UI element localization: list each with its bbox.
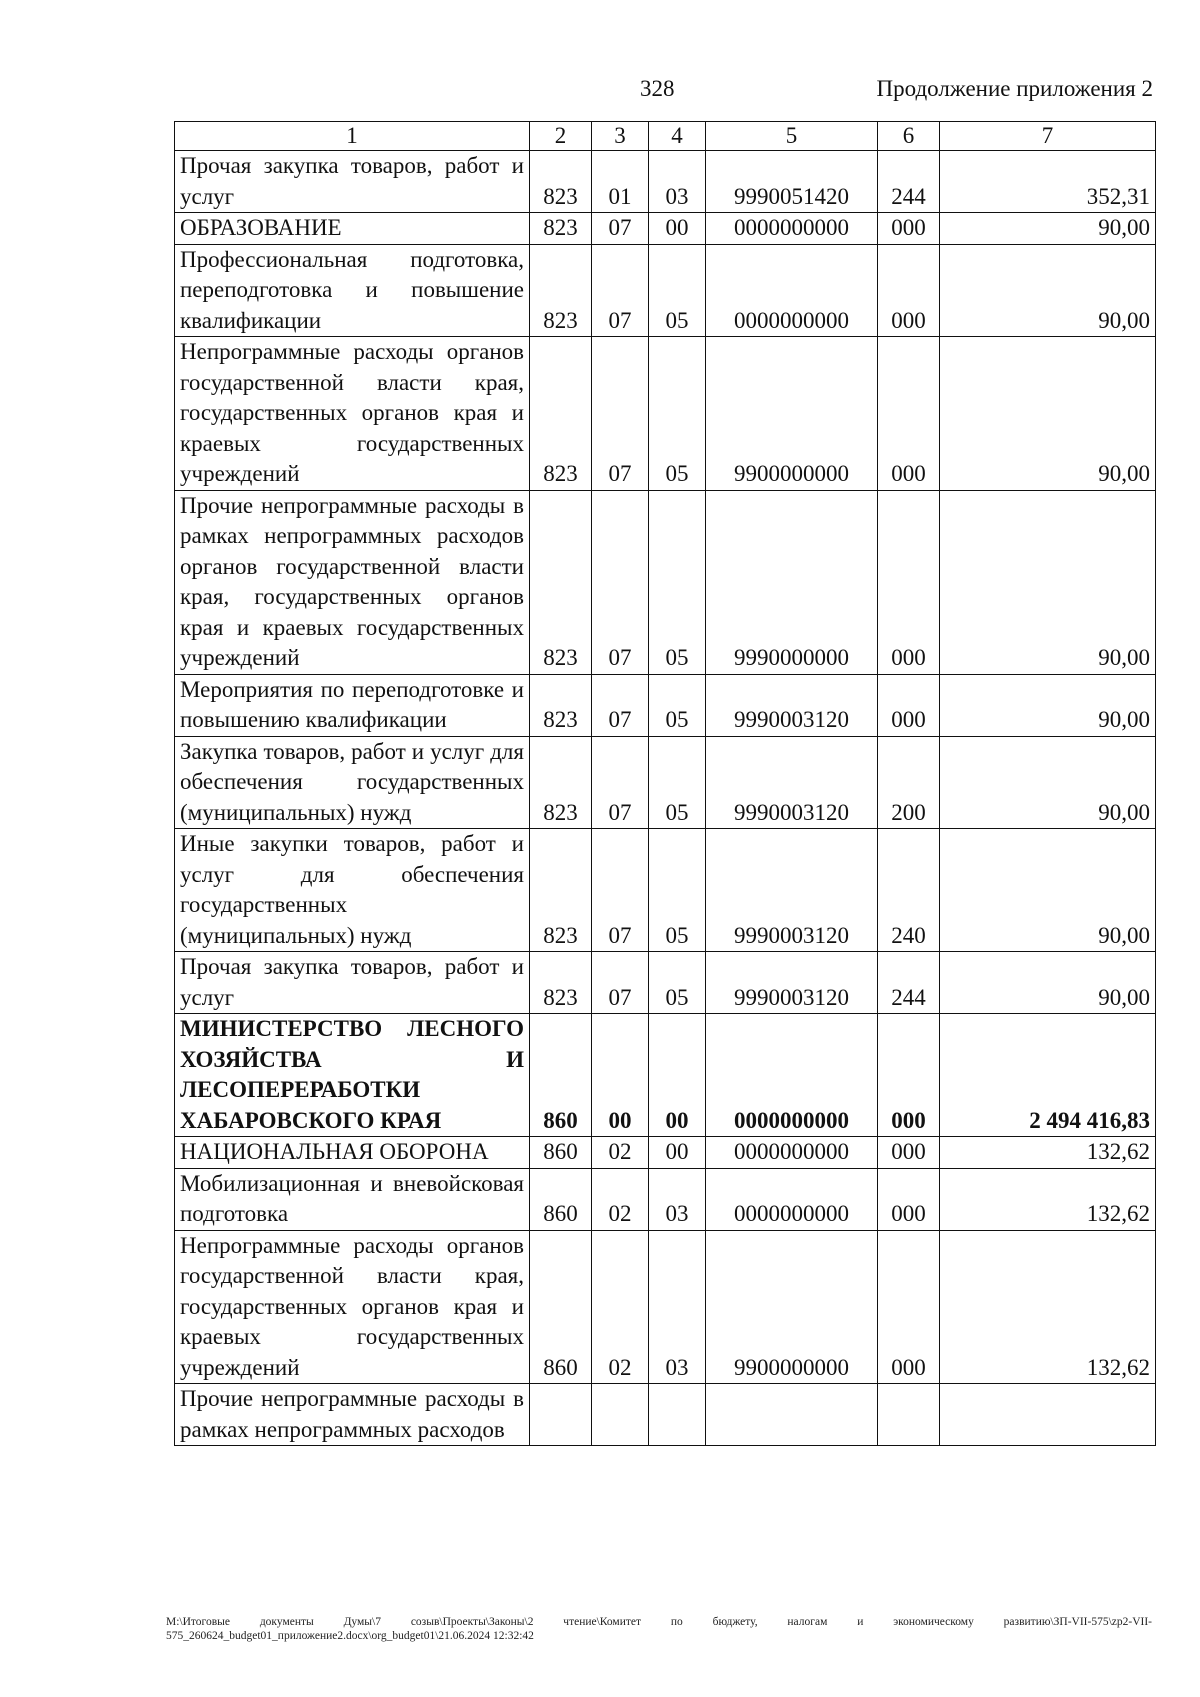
table-row: [175, 490, 1156, 674]
code-section-cell: 07: [592, 952, 649, 1014]
amount-cell: 90,00: [940, 829, 1156, 952]
code-target-cell: 9990003120: [706, 952, 878, 1014]
code-section-cell: [592, 1384, 649, 1446]
code-admin-cell: 823: [530, 736, 592, 829]
code-section-cell: 02: [592, 1230, 649, 1384]
row-name: Иные закупки товаров, работ и услуг для обеспечения государственных (муниципальных) нужд: [175, 829, 530, 952]
amount-cell: 132,62: [940, 1168, 1156, 1230]
code-subsection-cell: 05: [649, 490, 706, 674]
code-target-cell: 9900000000: [706, 337, 878, 491]
table-row: [175, 1168, 1156, 1230]
code-target-cell: 0000000000: [706, 1137, 878, 1169]
header-row: [175, 122, 1156, 151]
code-section-cell: 07: [592, 244, 649, 337]
code-subsection-cell: 03: [649, 1230, 706, 1384]
code-expense-type-cell: 000: [878, 213, 940, 245]
code-target-cell: 9990003120: [706, 829, 878, 952]
amount-cell: 90,00: [940, 952, 1156, 1014]
code-subsection-cell: [649, 1384, 706, 1446]
code-target-cell: 0000000000: [706, 213, 878, 245]
code-target-cell: 0000000000: [706, 1014, 878, 1137]
row-name: Мероприятия по переподготовке и повышению квалификации: [175, 674, 530, 736]
row-name: НАЦИОНАЛЬНАЯ ОБОРОНА: [175, 1137, 530, 1169]
row-name: Прочая закупка товаров, работ и услуг: [175, 952, 530, 1014]
code-target-cell: 9990000000: [706, 490, 878, 674]
code-subsection-cell: 03: [649, 1168, 706, 1230]
code-expense-type-cell: 200: [878, 736, 940, 829]
table-row: [175, 1384, 1156, 1446]
code-admin-cell: 823: [530, 151, 592, 213]
code-expense-type-cell: 000: [878, 1168, 940, 1230]
code-subsection-cell: 05: [649, 952, 706, 1014]
code-subsection-cell: 05: [649, 674, 706, 736]
code-admin-cell: 823: [530, 829, 592, 952]
amount-cell: 90,00: [940, 490, 1156, 674]
table-row: [175, 736, 1156, 829]
col-header-3: 3: [592, 122, 649, 151]
code-target-cell: 9990051420: [706, 151, 878, 213]
table-row: [175, 337, 1156, 491]
code-expense-type-cell: 000: [878, 490, 940, 674]
code-section-cell: 00: [592, 1014, 649, 1137]
row-name: Мобилизационная и вневойсковая подготовка: [175, 1168, 530, 1230]
row-name: Непрограммные расходы органов государственной власти края, государственных органов края и краевых государственных учреждений: [175, 337, 530, 491]
code-target-cell: [706, 1384, 878, 1446]
code-expense-type-cell: 000: [878, 244, 940, 337]
code-section-cell: 07: [592, 213, 649, 245]
code-expense-type-cell: 244: [878, 952, 940, 1014]
amount-cell: [940, 1384, 1156, 1446]
col-header-1: 1: [175, 122, 530, 151]
code-admin-cell: 860: [530, 1230, 592, 1384]
row-name: ОБРАЗОВАНИЕ: [175, 213, 530, 245]
continuation-label: Продолжение приложения 2: [876, 76, 1153, 101]
code-expense-type-cell: 000: [878, 674, 940, 736]
code-admin-cell: 860: [530, 1137, 592, 1169]
file-path-footer: M:\Итоговые документы Думы\7 созыв\Проекты\Законы\2 чтение\Комитет по бюджету, налогам и экономическому развитию\ЗП-VII-575\zp2-VII-575_260624_budget01_приложение2.docx\org_budget01\21.06.2024 12:32:42: [166, 1616, 1152, 1642]
code-admin-cell: 823: [530, 337, 592, 491]
table-row: [175, 1230, 1156, 1384]
code-target-cell: 9990003120: [706, 674, 878, 736]
code-section-cell: 02: [592, 1168, 649, 1230]
code-subsection-cell: 00: [649, 213, 706, 245]
table-row: [175, 151, 1156, 213]
code-admin-cell: 860: [530, 1014, 592, 1137]
amount-cell: 90,00: [940, 736, 1156, 829]
amount-cell: 132,62: [940, 1137, 1156, 1169]
row-name: Прочие непрограммные расходы в рамках непрограммных расходов органов государственной власти края, государственных органов края и краевых государственных учреждений: [175, 490, 530, 674]
code-section-cell: 01: [592, 151, 649, 213]
table-row: [175, 674, 1156, 736]
code-expense-type-cell: 000: [878, 1137, 940, 1169]
col-header-4: 4: [649, 122, 706, 151]
table-row: [175, 1014, 1156, 1137]
code-expense-type-cell: [878, 1384, 940, 1446]
amount-cell: 90,00: [940, 244, 1156, 337]
code-subsection-cell: 03: [649, 151, 706, 213]
row-name: Непрограммные расходы органов государственной власти края, государственных органов края и краевых государственных учреждений: [175, 1230, 530, 1384]
code-section-cell: 07: [592, 674, 649, 736]
table-row: [175, 213, 1156, 245]
col-header-2: 2: [530, 122, 592, 151]
code-expense-type-cell: 244: [878, 151, 940, 213]
table-row: [175, 829, 1156, 952]
code-admin-cell: 823: [530, 244, 592, 337]
amount-cell: 90,00: [940, 337, 1156, 491]
code-subsection-cell: 00: [649, 1137, 706, 1169]
amount-cell: 90,00: [940, 213, 1156, 245]
code-expense-type-cell: 000: [878, 337, 940, 491]
code-section-cell: 07: [592, 736, 649, 829]
row-name: Закупка товаров, работ и услуг для обеспечения государственных (муниципальных) нужд: [175, 736, 530, 829]
code-section-cell: 07: [592, 829, 649, 952]
amount-cell: 352,31: [940, 151, 1156, 213]
col-header-5: 5: [706, 122, 878, 151]
code-target-cell: 9900000000: [706, 1230, 878, 1384]
code-subsection-cell: 00: [649, 1014, 706, 1137]
code-admin-cell: [530, 1384, 592, 1446]
page-number: 328: [640, 76, 675, 101]
budget-table: [174, 121, 1156, 1446]
col-header-7: 7: [940, 122, 1156, 151]
table-row: [175, 952, 1156, 1014]
code-admin-cell: 823: [530, 952, 592, 1014]
code-subsection-cell: 05: [649, 244, 706, 337]
code-target-cell: 0000000000: [706, 244, 878, 337]
amount-cell: 2 494 416,83: [940, 1014, 1156, 1137]
code-target-cell: 0000000000: [706, 1168, 878, 1230]
code-subsection-cell: 05: [649, 337, 706, 491]
table-row: [175, 244, 1156, 337]
code-admin-cell: 823: [530, 213, 592, 245]
code-section-cell: 07: [592, 490, 649, 674]
code-admin-cell: 860: [530, 1168, 592, 1230]
row-name: Прочие непрограммные расходы в рамках непрограммных расходов: [175, 1384, 530, 1446]
code-admin-cell: 823: [530, 490, 592, 674]
amount-cell: 90,00: [940, 674, 1156, 736]
code-admin-cell: 823: [530, 674, 592, 736]
code-expense-type-cell: 240: [878, 829, 940, 952]
code-target-cell: 9990003120: [706, 736, 878, 829]
row-name: Профессиональная подготовка, переподготовка и повышение квалификации: [175, 244, 530, 337]
code-section-cell: 02: [592, 1137, 649, 1169]
table-row: [175, 1137, 1156, 1169]
row-name: Прочая закупка товаров, работ и услуг: [175, 151, 530, 213]
col-header-6: 6: [878, 122, 940, 151]
code-section-cell: 07: [592, 337, 649, 491]
amount-cell: 132,62: [940, 1230, 1156, 1384]
row-name: МИНИСТЕРСТВО ЛЕСНОГО ХОЗЯЙСТВА И ЛЕСОПЕРЕРАБОТКИ ХАБАРОВСКОГО КРАЯ: [175, 1014, 530, 1137]
code-expense-type-cell: 000: [878, 1230, 940, 1384]
code-expense-type-cell: 000: [878, 1014, 940, 1137]
code-subsection-cell: 05: [649, 829, 706, 952]
code-subsection-cell: 05: [649, 736, 706, 829]
